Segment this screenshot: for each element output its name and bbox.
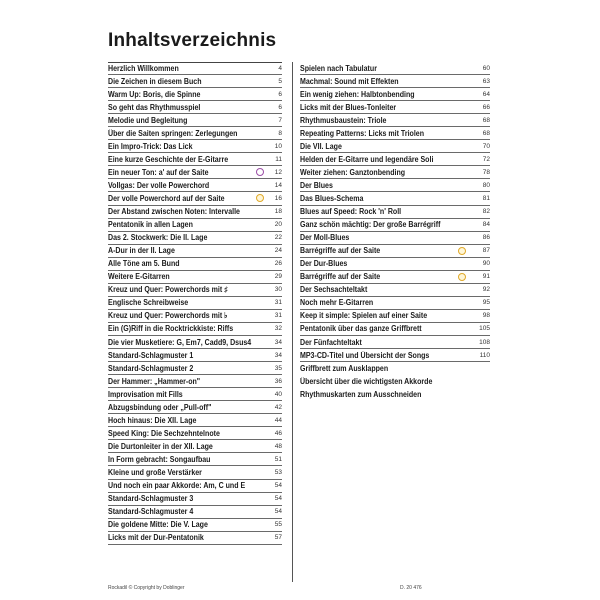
toc-entry-page: 30 [274, 286, 282, 294]
toc-entry-page: 90 [482, 260, 490, 268]
toc-entry [108, 336, 282, 349]
toc-entry-page: 34 [274, 338, 282, 346]
toc-entry [300, 323, 490, 336]
toc-entry [300, 75, 490, 88]
toc-entry [108, 153, 282, 166]
toc-entry-title: Kleine und große Verstärker [108, 467, 202, 477]
toc-entry-page: 84 [482, 221, 490, 229]
toc-entry [300, 101, 490, 114]
toc-entry-title: Eine kurze Geschichte der E-Gitarre [108, 154, 229, 164]
toc-entry-page: 72 [482, 155, 490, 163]
toc-entry [300, 206, 490, 219]
toc-entry-title: Der Hammer: „Hammer-on" [108, 376, 201, 386]
toc-entry-page: 87 [482, 247, 490, 255]
toc-entry-page: 11 [275, 155, 282, 163]
toc-entry-title: Der Dur-Blues [300, 259, 348, 269]
toc-entry-page: 53 [274, 468, 282, 476]
toc-entry-title: Keep it simple: Spielen auf einer Saite [300, 311, 428, 321]
toc-entry-page: 82 [482, 208, 490, 216]
toc-entry-page: 48 [274, 442, 282, 450]
toc-entry [108, 179, 282, 192]
toc-entry-page: 7 [278, 116, 282, 124]
toc-entry-title: Kreuz und Quer: Powerchords mit ♯ [108, 285, 228, 295]
toc-entry [108, 232, 282, 245]
toc-entry-title: Weitere E-Gitarren [108, 272, 170, 282]
toc-entry [300, 284, 490, 297]
toc-entry-page: 86 [482, 234, 490, 242]
toc-entry-title: Ein neuer Ton: a' auf der Saite [108, 167, 209, 177]
toc-entry-page: 16 [274, 195, 282, 202]
toc-entry-page: 20 [274, 221, 282, 229]
toc-entry [108, 414, 282, 427]
toc-right-list [300, 62, 490, 401]
toc-entry-title: Englische Schreibweise [108, 298, 189, 308]
toc-entry-page: 51 [274, 455, 282, 463]
toc-entry-title: Abzugsbindung oder „Pull-off" [108, 402, 212, 412]
toc-entry-title: Standard-Schlagmuster 4 [108, 507, 194, 517]
toc-entry [300, 271, 490, 284]
toc-entry-page: 6 [278, 90, 282, 98]
toc-right-column [300, 62, 490, 401]
toc-entry [108, 62, 282, 75]
toc-entry-title: Der Abstand zwischen Noten: Intervalle [108, 207, 240, 217]
toc-entry [108, 388, 282, 401]
toc-entry [108, 219, 282, 232]
toc-entry-title: Die vier Musketiere: G, Em7, Cadd9, Dsus4 [108, 337, 252, 347]
toc-entry-title: Standard-Schlagmuster 2 [108, 363, 194, 373]
toc-entry-page: 6 [278, 103, 282, 111]
footer-copyright: Rockadil © Copyright by Doblinger [108, 585, 185, 591]
toc-entry [300, 258, 490, 271]
toc-entry-title: Speed King: Die Sechzehntelnote [108, 428, 220, 438]
toc-entry-title: Rhythmuskarten zum Ausschneiden [300, 390, 422, 400]
toc-entry [108, 206, 282, 219]
toc-entry [300, 388, 490, 401]
toc-entry-title: Ein (G)Riff in die Rocktrickkiste: Riffs [108, 324, 234, 334]
toc-entry [300, 127, 490, 140]
toc-entry [300, 245, 490, 258]
toc-entry [300, 166, 490, 179]
toc-entry-title: A-Dur in der II. Lage [108, 246, 175, 256]
toc-entry-title: Rhythmusbaustein: Triole [300, 115, 387, 125]
toc-entry [108, 140, 282, 153]
toc-entry-page: 55 [274, 521, 282, 529]
toc-entry [108, 192, 282, 205]
toc-entry [300, 179, 490, 192]
toc-entry-title: Machmal: Sound mit Effekten [300, 76, 399, 86]
toc-entry-page: 36 [274, 377, 282, 385]
toc-entry [300, 140, 490, 153]
toc-entry-title: Blues auf Speed: Rock 'n' Roll [300, 207, 402, 217]
toc-entry [300, 219, 490, 232]
toc-entry-title: Das 2. Stockwerk: Die II. Lage [108, 233, 208, 243]
toc-entry-title: Der volle Powerchord auf der Saite [108, 194, 225, 203]
toc-entry-page: 68 [482, 129, 490, 137]
string-number-icon [256, 168, 264, 176]
string-marker-icon [256, 194, 264, 202]
toc-entry-page: 95 [482, 299, 490, 307]
toc-entry-title: Helden der E-Gitarre und legendäre Soli [300, 154, 434, 164]
toc-entry [108, 297, 282, 310]
toc-entry-title: Standard-Schlagmuster 1 [108, 350, 194, 360]
toc-entry-title: Und noch ein paar Akkorde: Am, C und E [108, 481, 246, 491]
toc-entry-title: Die Durtonleiter in der XII. Lage [108, 441, 213, 451]
toc-entry [108, 245, 282, 258]
toc-entry-title: Ein wenig ziehen: Halbtonbending [300, 89, 415, 99]
toc-entry-page: 31 [274, 299, 282, 307]
footer-catalog-number: D. 20 476 [400, 585, 422, 591]
toc-entry-page: 105 [479, 325, 490, 333]
toc-entry-page: 8 [278, 129, 282, 137]
toc-entry [108, 284, 282, 297]
toc-entry-page: 98 [482, 312, 490, 320]
toc-entry-title: Ein Impro-Trick: Das Lick [108, 141, 193, 151]
toc-entry-title: Die VII. Lage [300, 141, 342, 151]
toc-entry-title: Griffbrett zum Ausklappen [300, 364, 389, 374]
toc-entry-title: Der Blues [300, 180, 333, 190]
toc-entry [300, 114, 490, 127]
toc-entry [108, 310, 282, 323]
toc-entry-title: Noch mehr E-Gitarren [300, 298, 374, 308]
toc-entry-page: 14 [274, 181, 282, 189]
toc-entry-title: Herzlich Willkommen [108, 63, 179, 73]
toc-entry-page: 42 [274, 403, 282, 411]
toc-entry-page: 60 [482, 64, 490, 72]
toc-entry-page: 34 [274, 351, 282, 359]
toc-entry-page: 92 [482, 286, 490, 294]
column-divider [292, 62, 293, 582]
page-title: Inhaltsverzeichnis [108, 30, 277, 51]
toc-entry-page: 5 [278, 77, 282, 85]
toc-entry-title: Pentatonik in allen Lagen [108, 220, 193, 230]
toc-entry-title: Das Blues-Schema [300, 194, 364, 203]
toc-entry-title: In Form gebracht: Songaufbau [108, 454, 211, 464]
toc-entry-page: 54 [274, 508, 282, 516]
toc-entry-page: 46 [274, 429, 282, 437]
toc-entry-page: 12 [274, 168, 282, 176]
toc-entry-title: Der Sechsachteltakt [300, 285, 368, 295]
toc-entry-title: Alle Töne am 5. Bund [108, 259, 180, 269]
toc-entry-title: Improvisation mit Fills [108, 389, 183, 399]
toc-entry-title: Spielen nach Tabulatur [300, 63, 377, 73]
toc-entry-page: 78 [482, 168, 490, 176]
toc-entry [300, 336, 490, 349]
toc-entry [108, 127, 282, 140]
toc-entry [108, 258, 282, 271]
toc-entry-page: 35 [274, 364, 282, 372]
string-marker-icon [458, 273, 466, 281]
toc-entry [108, 427, 282, 440]
toc-entry [108, 440, 282, 453]
toc-entry-title: Licks mit der Blues-Tonleiter [300, 102, 397, 112]
toc-entry-title: Licks mit der Dur-Pentatonik [108, 533, 204, 543]
toc-entry-page: 24 [274, 247, 282, 255]
toc-left-column [108, 62, 282, 545]
toc-entry-title: Warm Up: Boris, die Spinne [108, 89, 201, 99]
toc-entry-title: Hoch hinaus: Die XII. Lage [108, 415, 197, 425]
toc-entry [108, 401, 282, 414]
toc-entry [108, 75, 282, 88]
toc-entry-page: 54 [274, 495, 282, 503]
toc-entry-page: 81 [482, 195, 490, 202]
toc-entry-page: 40 [274, 390, 282, 398]
toc-entry-title: Übersicht über die wichtigsten Akkorde [300, 377, 433, 387]
toc-entry-title: Ganz schön mächtig: Der große Barrégriff [300, 220, 441, 230]
toc-left-list [108, 62, 282, 545]
toc-entry-title: Repeating Patterns: Licks mit Triolen [300, 128, 425, 138]
toc-entry-title: Barrégriffe auf der Saite [300, 272, 381, 282]
toc-entry-page: 70 [482, 142, 490, 150]
toc-entry [108, 271, 282, 284]
toc-entry-page: 91 [482, 273, 490, 281]
toc-entry [300, 349, 490, 362]
toc-entry [108, 323, 282, 336]
toc-entry-title: Der Moll-Blues [300, 233, 350, 243]
string-marker-icon [458, 247, 466, 255]
toc-entry [108, 506, 282, 519]
toc-entry [108, 453, 282, 466]
toc-entry [300, 375, 490, 388]
toc-entry [300, 232, 490, 245]
toc-entry-title: Über die Saiten springen: Zerlegungen [108, 128, 238, 138]
toc-entry-page: 4 [278, 64, 282, 72]
toc-entry-page: 32 [274, 325, 282, 333]
toc-entry [300, 192, 490, 205]
toc-entry-title: Standard-Schlagmuster 3 [108, 494, 194, 504]
toc-entry-page: 26 [274, 260, 282, 268]
toc-entry-title: Kreuz und Quer: Powerchords mit ♭ [108, 311, 228, 321]
toc-entry [300, 297, 490, 310]
toc-entry [300, 153, 490, 166]
toc-entry [108, 532, 282, 545]
toc-entry [300, 88, 490, 101]
toc-entry-title: Der Fünfachteltakt [300, 337, 362, 347]
toc-entry [300, 362, 490, 375]
toc-entry-page: 80 [482, 181, 490, 189]
toc-entry [108, 362, 282, 375]
toc-entry-title: Die Zeichen in diesem Buch [108, 76, 202, 86]
toc-entry-page: 54 [274, 482, 282, 490]
toc-entry [108, 349, 282, 362]
toc-entry-page: 64 [482, 90, 490, 98]
toc-entry [108, 166, 282, 179]
toc-entry [108, 493, 282, 506]
toc-entry [300, 62, 490, 75]
toc-entry-page: 29 [274, 273, 282, 281]
toc-entry-page: 57 [274, 534, 282, 542]
toc-entry-title: MP3-CD-Titel und Übersicht der Songs [300, 350, 430, 360]
toc-entry-title: Weiter ziehen: Ganztonbending [300, 167, 406, 177]
toc-entry-title: Vollgas: Der volle Powerchord [108, 180, 210, 190]
toc-entry-page: 44 [274, 416, 282, 424]
toc-entry [108, 466, 282, 479]
toc-entry-page: 10 [274, 142, 282, 150]
toc-entry-page: 108 [479, 338, 490, 346]
toc-entry [108, 375, 282, 388]
toc-entry-title: Die goldene Mitte: Die V. Lage [108, 520, 208, 530]
toc-entry [300, 310, 490, 323]
toc-entry-page: 22 [274, 234, 282, 242]
toc-entry-page: 63 [482, 77, 490, 85]
toc-entry-title: Melodie und Begleitung [108, 115, 188, 125]
toc-entry-page: 31 [274, 312, 282, 320]
toc-entry [108, 114, 282, 127]
toc-entry-page: 66 [482, 103, 490, 111]
toc-entry [108, 519, 282, 532]
toc-entry [108, 101, 282, 114]
toc-entry [108, 88, 282, 101]
toc-entry-title: Barrégriffe auf der Saite [300, 246, 381, 256]
toc-entry-page: 110 [479, 351, 490, 359]
toc-entry-title: Pentatonik über das ganze Griffbrett [300, 324, 422, 334]
toc-entry-page: 68 [482, 116, 490, 124]
toc-entry-title: So geht das Rhythmusspiel [108, 102, 201, 112]
toc-entry-page: 18 [274, 208, 282, 216]
toc-entry [108, 480, 282, 493]
